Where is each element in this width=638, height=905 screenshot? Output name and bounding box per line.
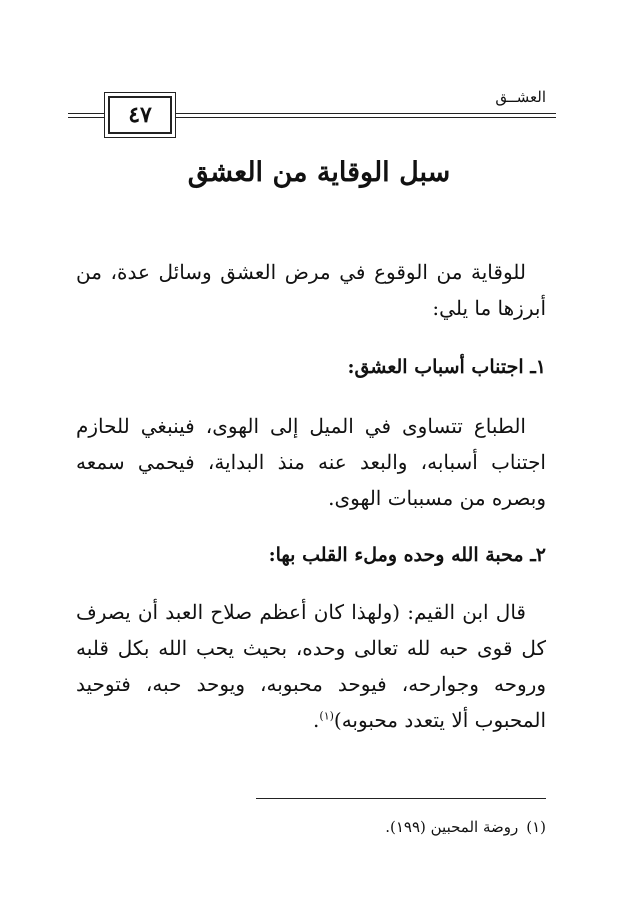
- running-title: العشــق: [495, 88, 546, 106]
- chapter-title: سبل الوقاية من العشق: [187, 157, 451, 188]
- section-paragraph-1: [76, 408, 546, 516]
- section-text-2: قال ابن القيم: (ولهذا كان أعظم صلاح العبد أن يصرف كل قوى حبه لله تعالى وحده، بحيث يحب الله بكل قلبه وروحه وجوارحه، فيوحد محبوبه، ويوحد حبه، فتوحيد المحبوب ألا يتعدد محبوبه): [76, 600, 546, 732]
- footnote-reference[interactable]: (١): [319, 709, 334, 723]
- page-number-box: [104, 92, 176, 138]
- footnote: [385, 818, 546, 836]
- section-heading-1: ١ـ اجتناب أسباب العشق:: [347, 356, 546, 378]
- section-text-1: الطباع تتساوى في الميل إلى الهوى، فينبغي للحازم اجتناب أسبابه، والبعد عنه منذ البداية، فيحمي سمعه وبصره من مسببات الهوى.: [76, 414, 546, 510]
- page-number: ٤٧: [108, 96, 172, 134]
- section-heading-2: ٢ـ محبة الله وحده وملء القلب بها:: [268, 544, 546, 566]
- section-paragraph-2: [76, 594, 546, 738]
- intro-text: للوقاية من الوقوع في مرض العشق وسائل عدة، من أبرزها ما يلي:: [76, 260, 546, 320]
- section-end-mark: .: [313, 708, 320, 732]
- footnote-text: روضة المحبين (١٩٩).: [385, 818, 519, 836]
- intro-paragraph: [76, 254, 546, 326]
- footnote-rule: [256, 798, 546, 799]
- footnote-number: (١): [526, 818, 546, 836]
